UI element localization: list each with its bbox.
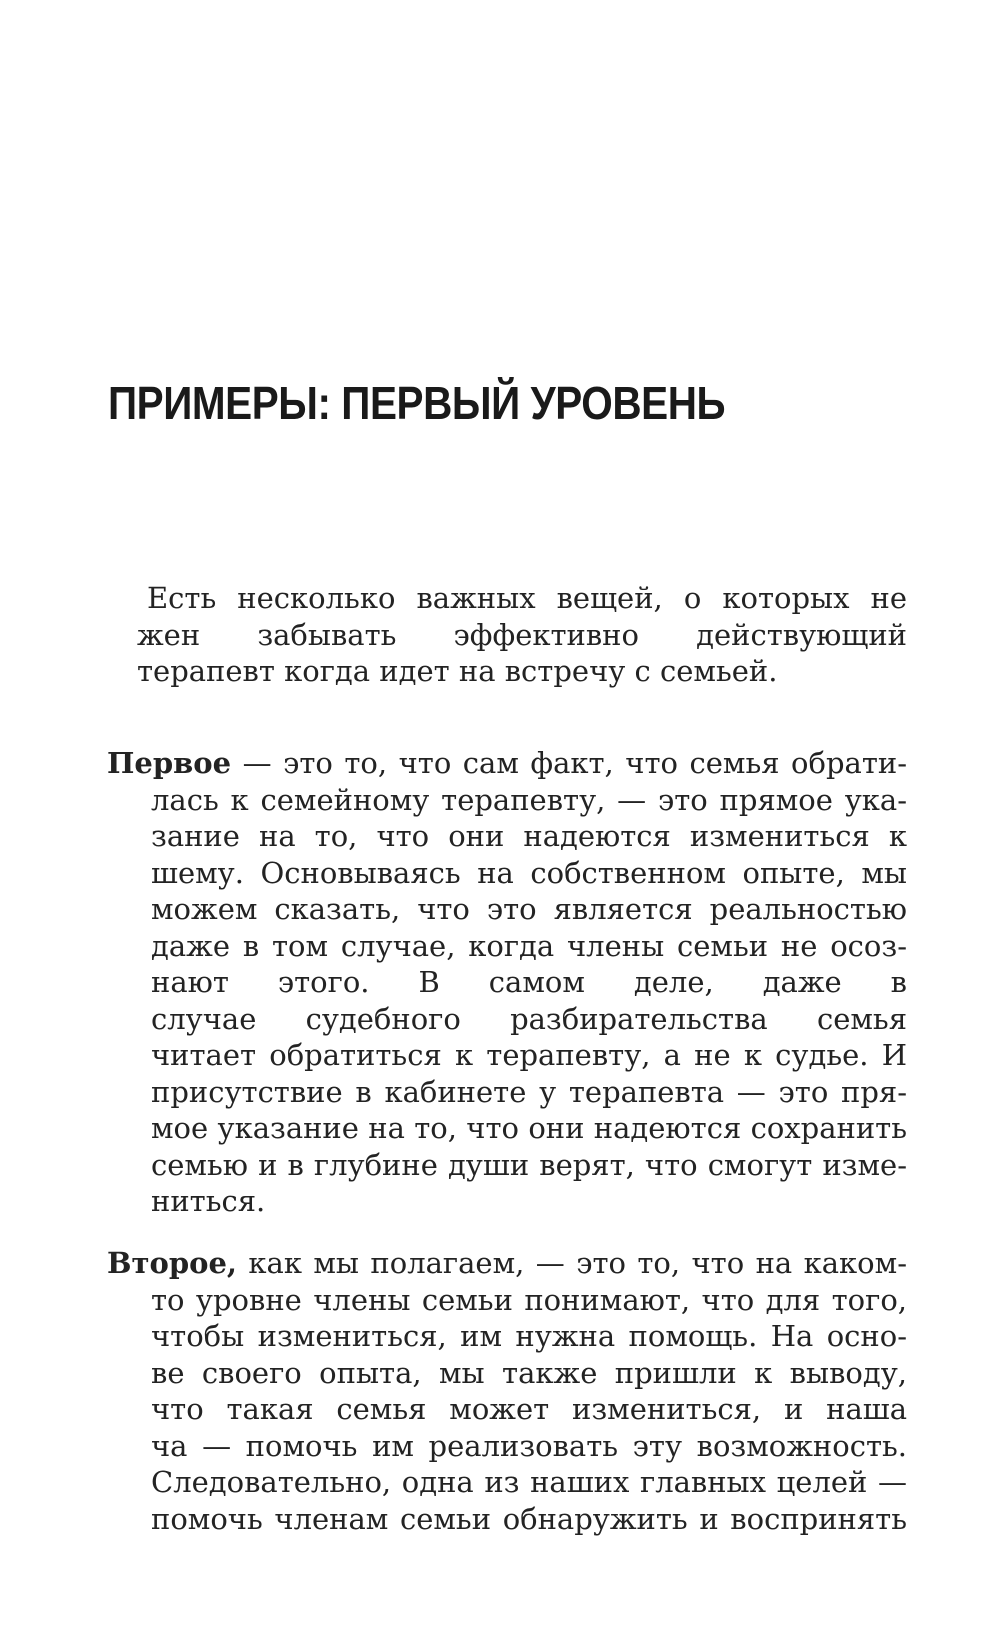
paragraph-line: Следовательно, одна из наших главных целей — [151, 1465, 907, 1499]
paragraph-first [107, 745, 907, 1220]
paragraph-line: помочь членам семьи обнаружить и воспринять [151, 1501, 907, 1536]
paragraph-line: семью и в глубине души верят, что смогут изме- [151, 1147, 907, 1182]
chapter-title: ПРИМЕРЫ: ПЕРВЫЙ УРОВЕНЬ [108, 377, 726, 429]
paragraph-line: даже в том случае, когда члены семьи не осоз- [151, 928, 907, 963]
intro-line: жен забывать эффективно действующий [137, 617, 907, 652]
paragraph-line: присутствие в кабинете у терапевта — это пря- [151, 1074, 907, 1109]
paragraph-line: зание на то, что они надеются измениться к [151, 819, 907, 853]
paragraph-keyword: Второе, [107, 1246, 237, 1280]
paragraph-keyword: Первое [107, 746, 232, 780]
paragraph-line: читает обратиться к терапевту, а не к судье. И [151, 1038, 907, 1072]
paragraph-line: чтобы измениться, им нужна помощь. На осно- [151, 1319, 907, 1353]
paragraph-line: нают этого. В самом деле, даже в [151, 965, 907, 999]
intro-paragraph [137, 580, 907, 690]
paragraph-line: ве своего опыта, мы также пришли к выводу, [151, 1355, 907, 1390]
paragraph-line: лась к семейному терапевту, — это прямое ука- [151, 782, 907, 817]
paragraph-second [107, 1245, 907, 1537]
paragraph-line: то уровне члены семьи понимают, что для того, [151, 1282, 907, 1317]
paragraph-lead-text: как мы полагаем, — это то, что на каком- [237, 1246, 907, 1280]
intro-line: терапевт когда идет на встречу с семьей. [137, 654, 778, 688]
paragraph-line: можем сказать, что это является реальностью [151, 892, 907, 926]
paragraph-line: мое указание на то, что они надеются сохранить [151, 1111, 907, 1145]
paragraph-lead-text: — это то, что сам факт, что семья обрати- [231, 746, 907, 780]
paragraph-lead-line [107, 745, 907, 782]
paragraph-line: ча — помочь им реализовать эту возможность. [151, 1428, 907, 1463]
paragraph-line: случае судебного разбирательства семья [151, 1001, 907, 1036]
intro-line: Есть несколько важных вещей, о которых не [147, 581, 907, 615]
paragraph-lead-line [107, 1245, 907, 1282]
paragraph-line: шему. Основываясь на собственном опыте, мы [151, 855, 907, 890]
paragraph-line: ниться. [151, 1184, 266, 1218]
paragraph-line: что такая семья может измениться, и наша [151, 1392, 907, 1426]
